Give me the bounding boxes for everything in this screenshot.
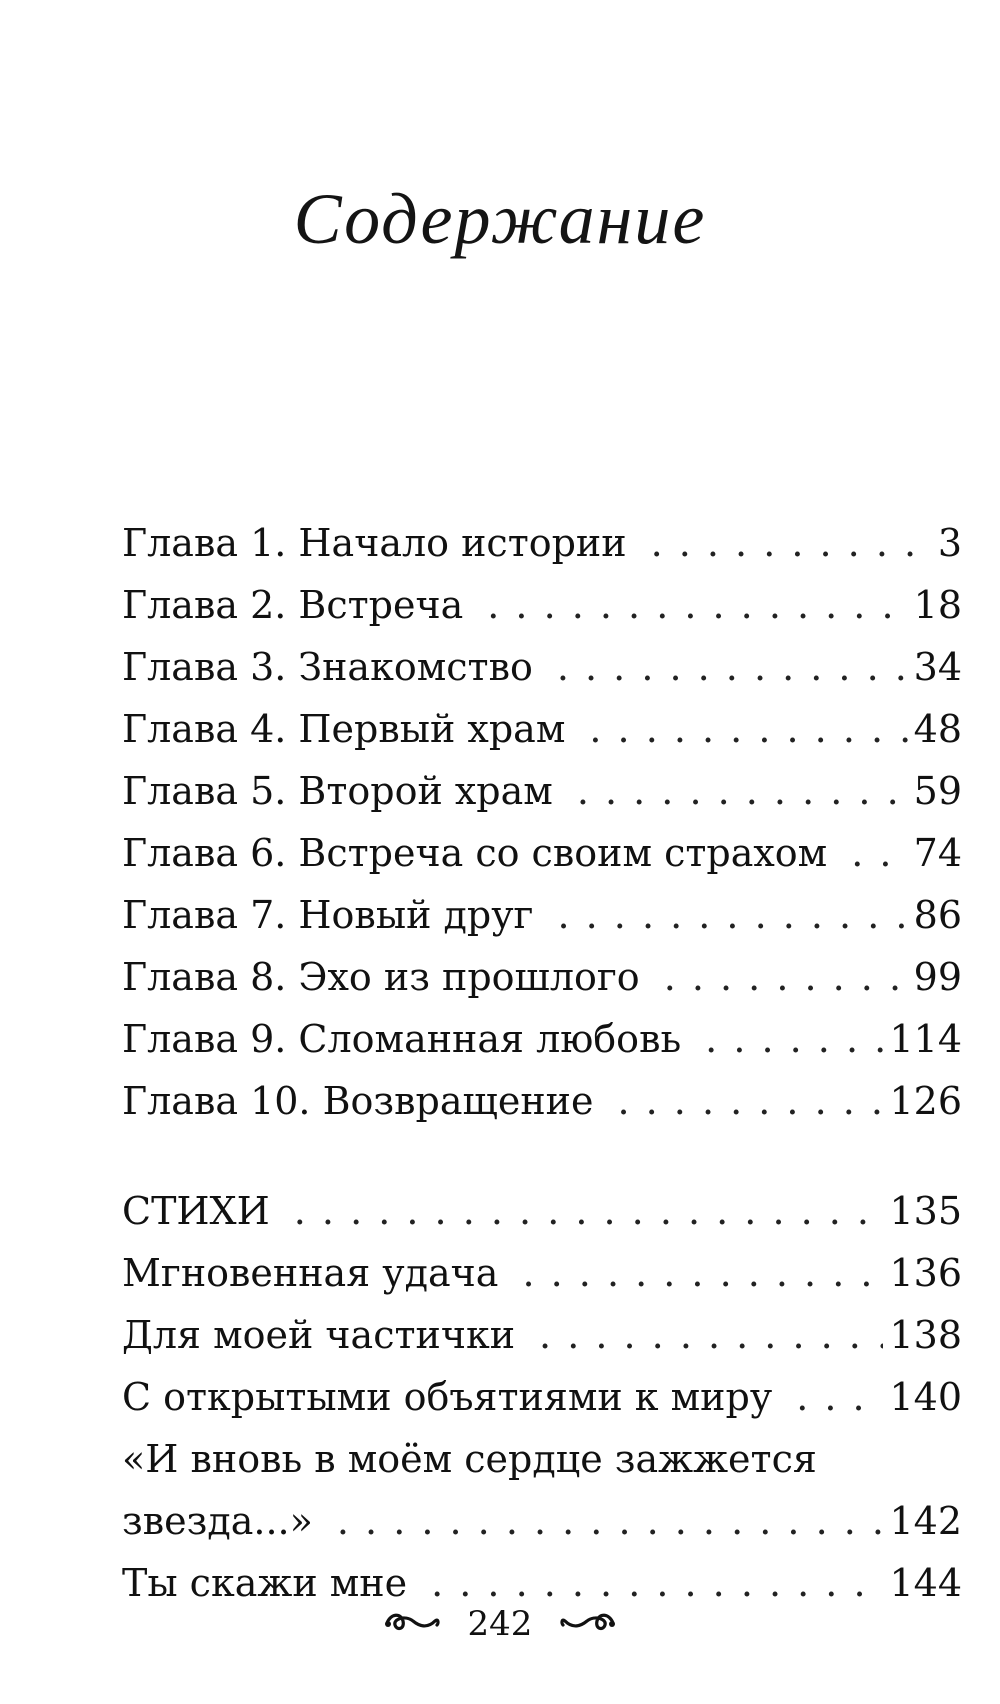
entry-page-number: 126 <box>889 1079 962 1123</box>
toc-entry-chapter-9 <box>122 1008 962 1070</box>
toc-entry-chapter-5 <box>122 760 962 822</box>
dot-leader <box>539 1304 883 1366</box>
dot-leader <box>589 698 907 760</box>
dot-leader <box>557 636 908 698</box>
entry-title: С открытыми объятиями к миру <box>122 1375 773 1419</box>
right-flourish-icon <box>557 1604 617 1644</box>
toc-entry-chapter-1 <box>122 512 962 574</box>
entry-page-number: 142 <box>889 1499 962 1543</box>
section-title: СТИХИ <box>122 1189 270 1233</box>
entry-page-number: 86 <box>913 893 962 937</box>
toc-entry-chapter-4 <box>122 698 962 760</box>
entry-page-number: 136 <box>889 1251 962 1295</box>
dot-leader <box>557 884 907 946</box>
entry-page-number: 74 <box>913 831 962 875</box>
entry-title: Ты скажи мне <box>122 1561 408 1605</box>
entry-title: «И вновь в моём сердце зажжется <box>122 1437 817 1481</box>
entry-page-number: 48 <box>913 707 962 751</box>
entry-page-number: 138 <box>889 1313 962 1357</box>
toc-entry-poems-section <box>122 1180 962 1242</box>
toc-entry-poem-4-line-2 <box>122 1490 962 1552</box>
entry-title: Глава 9. Сломанная любовь <box>122 1017 682 1061</box>
entry-title: Глава 10. Возвращение <box>122 1079 594 1123</box>
entry-page-number: 18 <box>913 583 962 627</box>
dot-leader <box>337 1490 884 1552</box>
toc-entry-poem-1 <box>122 1242 962 1304</box>
toc-entry-poem-2 <box>122 1304 962 1366</box>
dot-leader <box>664 946 908 1008</box>
dot-leader <box>651 512 932 574</box>
entry-title: Для моей частички <box>122 1313 516 1357</box>
dot-leader <box>577 760 908 822</box>
entry-page-number: 114 <box>889 1017 962 1061</box>
entry-title-continued: звезда...» <box>122 1499 313 1543</box>
page-title: Содержание <box>293 179 707 259</box>
page-folio <box>0 1602 1000 1644</box>
chapters-list <box>122 512 962 1132</box>
entry-page-number: 140 <box>889 1375 962 1419</box>
toc-entry-chapter-8 <box>122 946 962 1008</box>
toc-entry-chapter-6 <box>122 822 962 884</box>
entry-page-number: 144 <box>889 1561 962 1605</box>
entry-page-number: 135 <box>889 1189 962 1233</box>
entry-title: Глава 7. Новый друг <box>122 893 534 937</box>
entry-title: Глава 2. Встреча <box>122 583 464 627</box>
entry-page-number: 99 <box>913 955 962 999</box>
entry-page-number: 3 <box>937 521 962 565</box>
page-number: 242 <box>467 1604 533 1644</box>
entry-page-number: 59 <box>913 769 962 813</box>
dot-leader <box>617 1070 883 1132</box>
entry-title: Глава 1. Начало истории <box>122 521 627 565</box>
entry-title: Глава 5. Второй храм <box>122 769 553 813</box>
dot-leader <box>294 1180 884 1242</box>
entry-title: Мгновенная удача <box>122 1251 499 1295</box>
toc-entry-poem-3 <box>122 1366 962 1428</box>
poems-list <box>122 1180 962 1614</box>
toc-entry-chapter-2 <box>122 574 962 636</box>
entry-title: Глава 3. Знакомство <box>122 645 533 689</box>
toc-entry-chapter-7 <box>122 884 962 946</box>
dot-leader <box>487 574 907 636</box>
toc-entry-chapter-10 <box>122 1070 962 1132</box>
left-flourish-icon <box>383 1604 443 1644</box>
dot-leader <box>796 1366 883 1428</box>
dot-leader <box>522 1242 883 1304</box>
entry-title: Глава 4. Первый храм <box>122 707 566 751</box>
dot-leader <box>705 1008 883 1070</box>
toc-entry-chapter-3 <box>122 636 962 698</box>
entry-title: Глава 6. Встреча со своим страхом <box>122 831 828 875</box>
entry-title: Глава 8. Эхо из прошлого <box>122 955 640 999</box>
entry-page-number: 34 <box>913 645 962 689</box>
toc-entry-poem-4-line-1 <box>122 1428 962 1490</box>
dot-leader <box>851 822 907 884</box>
